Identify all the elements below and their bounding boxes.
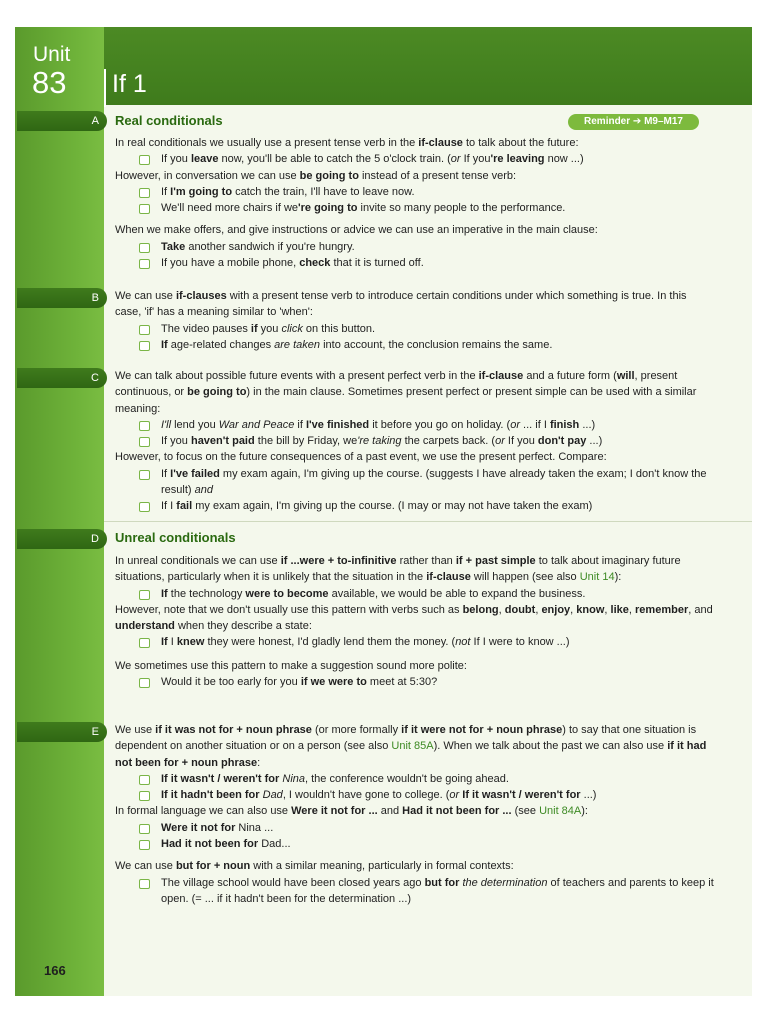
section-tab-a: A — [17, 111, 107, 131]
example-item: If the technology were to become available, we would be able to expand the business. — [115, 586, 715, 602]
section-c-paragraph: We can talk about possible future events with a present perfect verb in the if-clause and a future form (will, present continuous, or be going to) in the main clause. Sometimes present perfect or present simple can be used with a similar meaning: — [115, 370, 697, 415]
page — [15, 27, 752, 996]
example-item: If you have a mobile phone, check that it is turned off. — [115, 255, 715, 271]
section-tab-b: B — [17, 288, 107, 308]
section-divider — [104, 521, 752, 522]
example-item: I'll lend you War and Peace if I've finished it before you go on holiday. (or ... if I finish ...) — [115, 417, 715, 433]
section-tab-d: D — [17, 529, 107, 549]
section-b-body — [115, 288, 715, 353]
example-item: If age-related changes are taken into account, the conclusion remains the same. — [115, 337, 715, 353]
example-item: If it hadn't been for Dad, I wouldn't have gone to college. (or If it wasn't / weren't for ...) — [115, 787, 715, 803]
section-d-body — [115, 553, 715, 690]
section-d-paragraph: However, note that we don't usually use this pattern with verbs such as belong, doubt, enjoy, know, like, remember, and understand when they describe a state: — [115, 603, 713, 633]
page-number: 166 — [44, 963, 66, 978]
section-e-body — [115, 722, 715, 907]
example-item: If I'm going to catch the train, I'll have to leave now. — [115, 184, 715, 200]
section-c-paragraph: However, to focus on the future consequences of a past event, we use the present perfect. Compare: — [115, 451, 607, 464]
example-item: The village school would have been closed years ago but for the determination of teachers and parents to keep it open. (= ... if it hadn't been for the determination ...) — [115, 875, 715, 908]
section-a-paragraph: In real conditionals we usually use a present tense verb in the if-clause to talk about the future: — [115, 137, 579, 149]
example-item: If you leave now, you'll be able to catch the 5 o'clock train. (or If you're leaving now ...) — [115, 151, 715, 167]
unit-number: 83 — [32, 65, 67, 100]
section-a-paragraph: However, in conversation we can use be going to instead of a present tense verb: — [115, 169, 517, 182]
example-item: Had it not been for Dad... — [115, 836, 715, 852]
section-tab-e: E — [17, 722, 107, 742]
example-item: If you haven't paid the bill by Friday, we're taking the carpets back. (or If you don't pay ...) — [115, 433, 715, 449]
section-e-paragraph: We use if it was not for + noun phrase (or more formally if it were not for + noun phrase) to say that one situation is dependent on another situation or on a person (see also Unit 85A). When we talk about the past we can also use if it had not been for + noun phrase: — [115, 724, 707, 769]
section-c-body — [115, 368, 715, 515]
reminder-badge[interactable]: Reminder ➔ M9–M17 — [568, 114, 699, 130]
example-item: Were it not for Nina ... — [115, 820, 715, 836]
example-item: If I've failed my exam again, I'm giving up the course. (suggests I have already taken the exam; I don't know the result) and — [115, 466, 715, 499]
example-item: Take another sandwich if you're hungry. — [115, 239, 715, 255]
example-item: If I fail my exam again, I'm giving up the course. (I may or may not have taken the exam) — [115, 498, 715, 514]
example-item: Would it be too early for you if we were to meet at 5:30? — [115, 674, 715, 690]
example-item: If it wasn't / weren't for Nina, the conference wouldn't be going ahead. — [115, 771, 715, 787]
section-e-paragraph: In formal language we can also use Were it not for ... and Had it not been for ... (see Unit 84A): — [115, 805, 588, 818]
section-b-paragraph: We can use if-clauses with a present tense verb to introduce certain conditions under which something is true. In this case, 'if' has a meaning similar to 'when': — [115, 290, 687, 319]
page-title: If 1 — [112, 70, 147, 98]
section-d-title: Unreal conditionals — [115, 530, 236, 545]
sidebar — [15, 27, 104, 996]
example-item: The video pauses if you click on this button. — [115, 321, 715, 337]
section-a-title: Real conditionals — [115, 113, 223, 128]
section-d-paragraph: We sometimes use this pattern to make a suggestion sound more polite: — [115, 659, 467, 672]
header-divider — [104, 69, 106, 107]
example-item: If I knew they were honest, I'd gladly lend them the money. (not If I were to know ...) — [115, 634, 715, 650]
section-tab-c: C — [17, 368, 107, 388]
header-bar — [104, 27, 752, 105]
section-a-body — [115, 135, 715, 271]
section-d-paragraph: In unreal conditionals we can use if ...were + to-infinitive rather than if + past simple to talk about imaginary future situations, particularly when it is unlikely that the situation in the if-clause will happen (see also Unit 14): — [115, 555, 681, 584]
section-a-paragraph: When we make offers, and give instructions or advice we can use an imperative in the main clause: — [115, 224, 598, 237]
example-item: We'll need more chairs if we're going to invite so many people to the performance. — [115, 200, 715, 216]
section-e-paragraph: We can use but for + noun with a similar meaning, particularly in formal contexts: — [115, 860, 514, 873]
unit-label: Unit — [33, 43, 71, 66]
